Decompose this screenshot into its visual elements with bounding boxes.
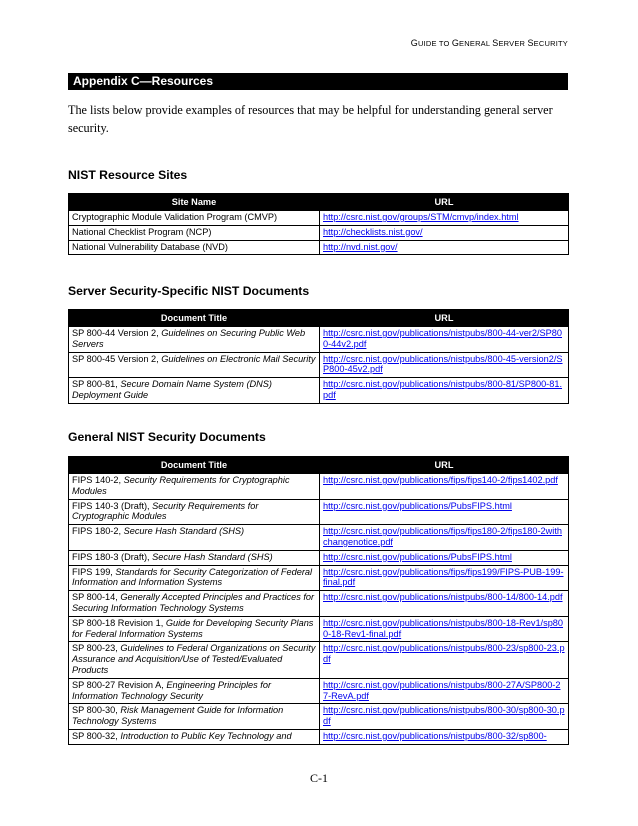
table-row (69, 225, 569, 240)
document-title: Introduction to Public Key Technology and (120, 730, 292, 741)
document-title: Secure Domain Name System (DNS) Deployment Guide (72, 379, 272, 400)
document-id: FIPS 180-3 (Draft), (72, 551, 153, 562)
document-title-cell (69, 678, 320, 704)
url-link[interactable]: http://checklists.nist.gov/ (320, 225, 569, 240)
column-header: URL (320, 310, 569, 327)
document-id: SP 800-23, (72, 643, 121, 654)
url-link[interactable]: http://csrc.nist.gov/publications/nistpubs/800-81/SP800-81.pdf (320, 378, 569, 404)
site-name-cell: Cryptographic Module Validation Program (CMVP) (69, 211, 320, 226)
site-name-cell: National Vulnerability Database (NVD) (69, 240, 320, 255)
table-row (69, 591, 569, 617)
document-title: Generally Accepted Principles and Practices for Securing Information Technology Systems (72, 592, 315, 613)
document-title: Security Requirements for Cryptographic Modules (72, 475, 290, 496)
running-header-text: G (451, 38, 460, 48)
table-row (69, 499, 569, 525)
table-row (69, 327, 569, 353)
document-title: Guide for Developing Security Plans for Federal Information Systems (72, 617, 314, 639)
document-title-cell (69, 550, 320, 565)
document-id: SP 800-27 Revision A, (72, 679, 167, 690)
running-header (411, 38, 568, 48)
url-link[interactable]: http://csrc.nist.gov/publications/fips/fips180-2/fips180-2withchangenotice.pdf (320, 525, 569, 551)
url-link[interactable]: http://csrc.nist.gov/publications/PubsFIPS.html (320, 550, 569, 565)
document-title: Guidelines to Federal Organizations on Security Assurance and Acquisition/Use of Tested/Evaluated Products (72, 643, 316, 675)
table-header-row (69, 310, 569, 327)
table-row (69, 240, 569, 255)
document-id: FIPS 140-2, (72, 475, 124, 485)
table-row (69, 352, 569, 378)
url-link[interactable]: http://csrc.nist.gov/publications/nistpubs/800-44-ver2/SP800-44v2.pdf (320, 327, 569, 353)
url-link[interactable]: http://csrc.nist.gov/groups/STM/cmvp/index.html (320, 211, 569, 226)
column-header: URL (320, 457, 569, 474)
section-title: Appendix C—Resources (68, 73, 568, 90)
document-title-cell (69, 525, 320, 551)
document-id: FIPS 180-2, (72, 526, 124, 537)
table-row (69, 565, 569, 591)
table-row (69, 474, 569, 500)
document-title-cell (69, 352, 320, 378)
document-title: Secure Hash Standard (SHS) (152, 551, 273, 562)
table-row (69, 729, 569, 744)
document-title: Security Requirements for Cryptographic Modules (72, 500, 259, 522)
url-link[interactable]: http://csrc.nist.gov/publications/fips/fips140-2/fips1402.pdf (320, 474, 569, 500)
document-title-cell (69, 591, 320, 617)
running-header-text: S (527, 38, 534, 48)
document-title-cell (69, 327, 320, 353)
table-header-row (69, 194, 569, 211)
running-header-text: ECURITY (533, 39, 568, 48)
table-row (69, 616, 569, 642)
url-link[interactable]: http://nvd.nist.gov/ (320, 240, 569, 255)
running-header-text: ENERAL (459, 39, 493, 48)
table-row (69, 525, 569, 551)
server-docs-heading: Server Security-Specific NIST Documents (68, 284, 310, 298)
document-title-cell (69, 499, 320, 525)
column-header: Site Name (69, 194, 320, 211)
document-title: Secure Hash Standard (SHS) (123, 526, 245, 537)
document-id: SP 800-14, (72, 592, 121, 603)
document-title-cell (69, 704, 320, 730)
table-row (69, 550, 569, 565)
running-header-text: UIDE TO (418, 39, 452, 48)
document-id: SP 800-30, (72, 705, 121, 716)
document-id: SP 800-18 Revision 1, (72, 617, 166, 628)
document-id: FIPS 199, (72, 566, 116, 577)
general-docs-heading: General NIST Security Documents (68, 430, 266, 444)
document-id: FIPS 140-3 (Draft), (72, 500, 153, 511)
url-link[interactable]: http://csrc.nist.gov/publications/nistpubs/800-30/sp800-30.pdf (320, 704, 569, 730)
document-title-cell (69, 565, 320, 591)
document-id: SP 800-45 Version 2, (72, 353, 162, 364)
document-title: Guidelines on Electronic Mail Security (161, 353, 316, 364)
table-row (69, 211, 569, 226)
column-header: URL (320, 194, 569, 211)
document-title: Risk Management Guide for Information Technology Systems (72, 705, 284, 727)
running-header-text: G (410, 38, 418, 48)
url-link[interactable]: http://csrc.nist.gov/publications/nistpubs/800-32/sp800- (320, 729, 569, 744)
document-id: SP 800-44 Version 2, (72, 328, 162, 338)
document-id: SP 800-32, (72, 730, 121, 741)
site-name-cell: National Checklist Program (NCP) (69, 225, 320, 240)
table-row (69, 704, 569, 730)
document-id: SP 800-81, (72, 379, 121, 390)
nist-sites-table (68, 193, 569, 255)
document-title: Guidelines on Securing Public Web Servers (72, 328, 306, 349)
document-title-cell (69, 616, 320, 642)
page-number: C-1 (310, 771, 328, 785)
running-header-text: S (492, 38, 499, 48)
url-link[interactable]: http://csrc.nist.gov/publications/nistpubs/800-14/800-14.pdf (320, 591, 569, 617)
nist-sites-heading: NIST Resource Sites (68, 168, 188, 182)
column-header: Document Title (69, 310, 320, 327)
url-link[interactable]: http://csrc.nist.gov/publications/fips/fips199/FIPS-PUB-199-final.pdf (320, 565, 569, 591)
intro-paragraph: The lists below provide examples of resources that may be helpful for understanding general server security. (68, 103, 553, 135)
url-link[interactable]: http://csrc.nist.gov/publications/nistpubs/800-23/sp800-23.pdf (320, 642, 569, 678)
table-row (69, 642, 569, 678)
table-header-row (69, 457, 569, 474)
document-title: Engineering Principles for Information Technology Security (72, 679, 272, 701)
table-row (69, 678, 569, 704)
document-title-cell (69, 378, 320, 404)
url-link[interactable]: http://csrc.nist.gov/publications/nistpubs/800-18-Rev1/sp800-18-Rev1-final.pdf (320, 616, 569, 642)
general-docs-table (68, 456, 569, 745)
url-link[interactable]: http://csrc.nist.gov/publications/nistpubs/800-45-version2/SP800-45v2.pdf (320, 352, 569, 378)
document-title-cell (69, 729, 320, 744)
column-header: Document Title (69, 457, 320, 474)
document-title-cell (69, 642, 320, 678)
url-link[interactable]: http://csrc.nist.gov/publications/nistpubs/800-27A/SP800-27-RevA.pdf (320, 678, 569, 704)
table-row (69, 378, 569, 404)
url-link[interactable]: http://csrc.nist.gov/publications/PubsFIPS.html (320, 499, 569, 525)
running-header-text: ERVER (498, 39, 528, 48)
server-docs-table (68, 309, 569, 404)
document-title-cell (69, 474, 320, 500)
document-title: Standards for Security Categorization of Federal Information and Information Systems (72, 566, 313, 588)
